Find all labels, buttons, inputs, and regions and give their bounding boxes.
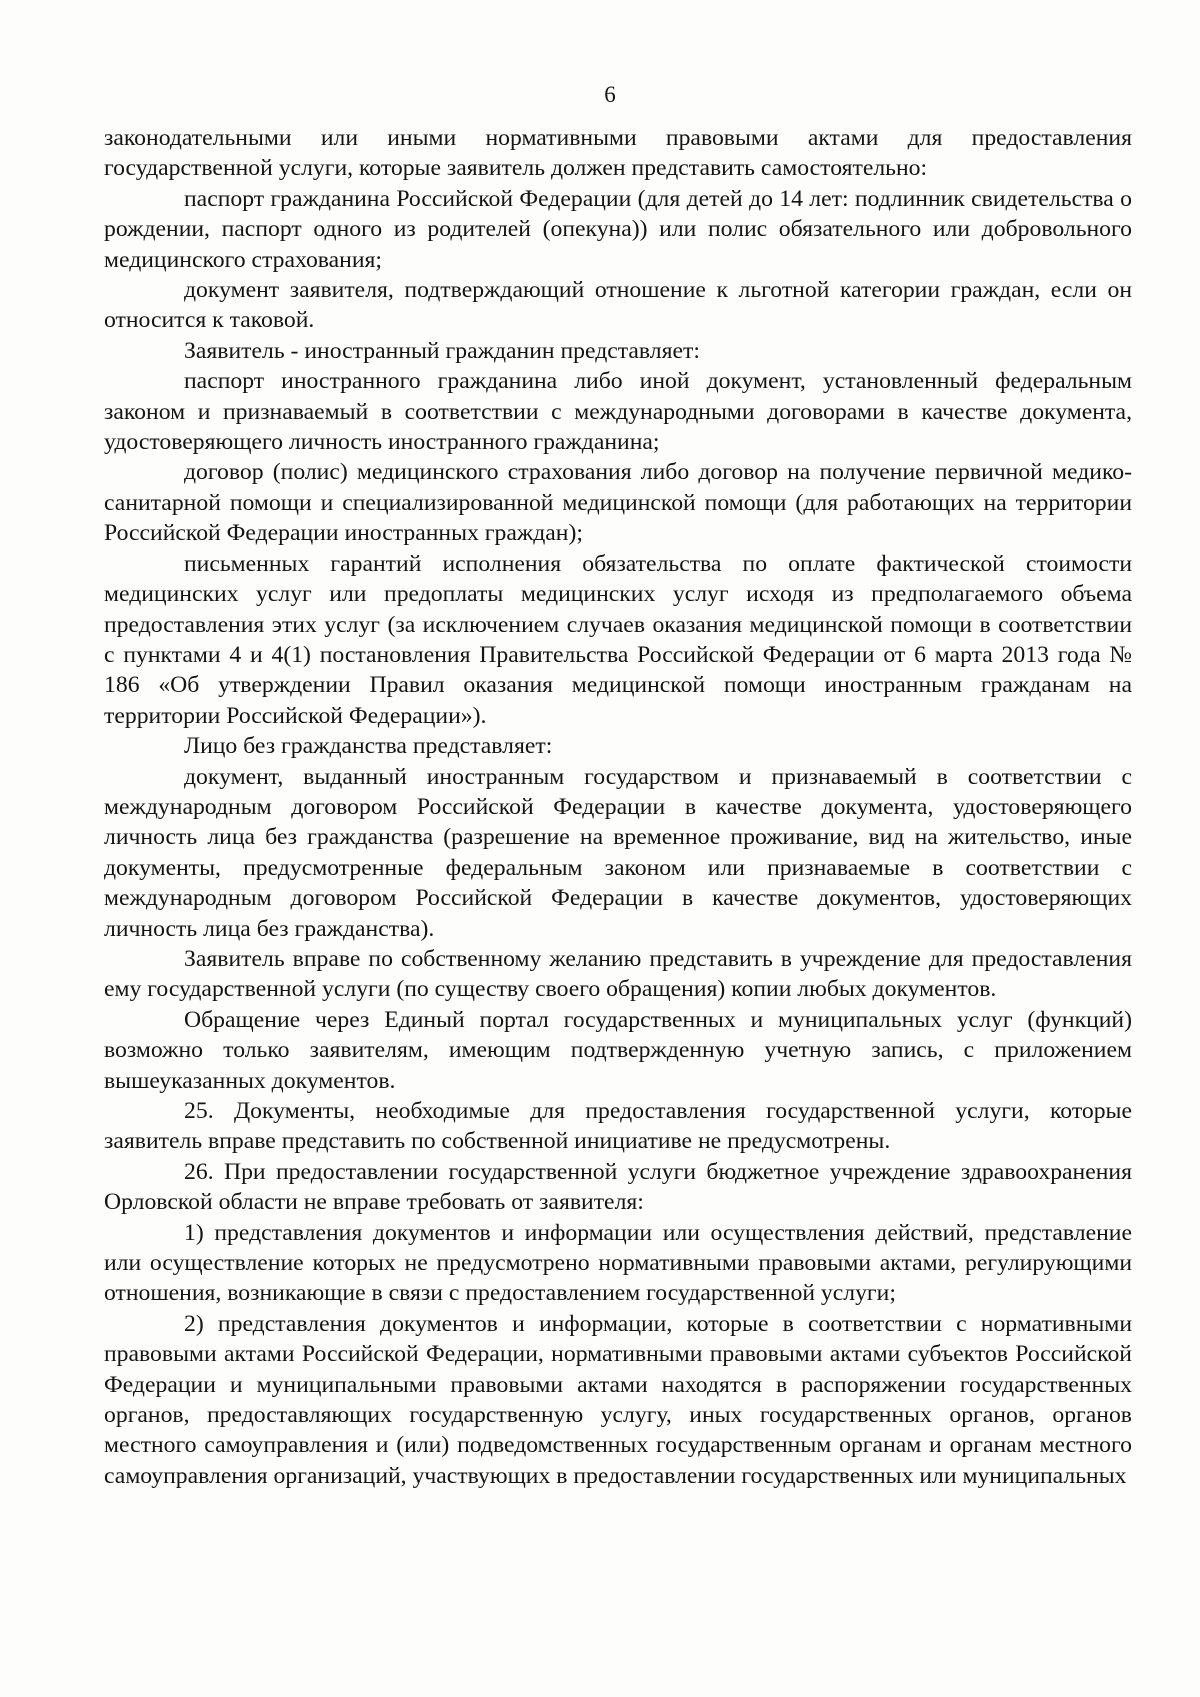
paragraph: Заявитель вправе по собственному желанию представить в учреждение для предоставления ему государственной услуги (по существу своего обращения) копии любых документов. — [104, 945, 1132, 1003]
paragraph: законодательными или иными нормативными правовыми актами для предоставления государственной услуги, которые заявитель должен представить самостоятельно: — [104, 125, 1132, 182]
paragraph: 26. При предоставлении государственной услуги бюджетное учреждение здравоохранения Орловской области не вправе требовать от заявителя: — [104, 1158, 1132, 1216]
paragraph: документ заявителя, подтверждающий отношение к льготной категории граждан, если он относится к таковой. — [104, 277, 1132, 334]
paragraph: паспорт гражданина Российской Федерации (для детей до 14 лет: подлинник свидетельства о рождении, паспорт одного из родителей (опекуна)) или полис обязательного или добровольного медицинского страхования; — [104, 185, 1132, 273]
paragraph: договор (полис) медицинского страхования либо договор на получение первичной медико-санитарной помощи и специализированной медицинской помощи (для работающих на территории Российской Федерации иностранных граждан); — [104, 459, 1132, 547]
paragraph: 1) представления документов и информации или осуществления действий, представление или осуществление которых не предусмотрено нормативными правовыми актами, регулирующими отношения, возникающие в связи с предоставлением государственной услуги; — [104, 1219, 1132, 1307]
paragraph: Обращение через Единый портал государственных и муниципальных услуг (функций) возможно только заявителям, имеющим подтвержденную учетную запись, с приложением вышеуказанных документов. — [104, 1006, 1132, 1094]
document-body — [104, 123, 1132, 1491]
paragraph: Заявитель - иностранный гражданин представляет: — [184, 337, 700, 364]
paragraph: 2) представления документов и информации, которые в соответствии с нормативными правовыми актами Российской Федерации, нормативными правовыми актами субъектов Российской Федерации и муниципальными правовыми актами находятся в распоряжении государственных органов, предоставляющих государственную услугу, иных государственных органов, органов местного самоуправления и (или) подведомственных государственным органам и органам местного самоуправления организаций, участвующих в предоставлении государственных или муниципальных — [104, 1310, 1132, 1489]
paragraph: паспорт иностранного гражданина либо иной документ, установленный федеральным законом и признаваемый в соответствии с международными договорами в качестве документа, удостоверяющего личность иностранного гражданина; — [104, 368, 1132, 456]
paragraph: документ, выданный иностранным государством и признаваемый в соответствии с международным договором Российской Федерации в качестве документа, удостоверяющего личность лица без гражданства (разрешение на временное проживание, вид на жительство, иные документы, предусмотренные федеральным законом или признаваемые в соответствии с международным договором Российской Федерации в качестве документов, удостоверяющих личность лица без гражданства). — [104, 763, 1132, 942]
paragraph: письменных гарантий исполнения обязательства по оплате фактической стоимости медицинских услуг или предоплаты медицинских услуг исходя из предполагаемого объема предоставления этих услуг (за исключением случаев оказания медицинской помощи в соответствии с пунктами 4 и 4(1) постановления Правительства Российской Федерации от 6 марта 2013 года № 186 «Об утверждении Правил оказания медицинской помощи иностранным гражданам на территории Российской Федерации»). — [104, 550, 1132, 729]
page-number: 6 — [604, 82, 616, 107]
paragraph: Лицо без гражданства представляет: — [184, 733, 553, 760]
paragraph: 25. Документы, необходимые для предоставления государственной услуги, которые заявитель вправе представить по собственной инициативе не предусмотрены. — [104, 1098, 1132, 1155]
